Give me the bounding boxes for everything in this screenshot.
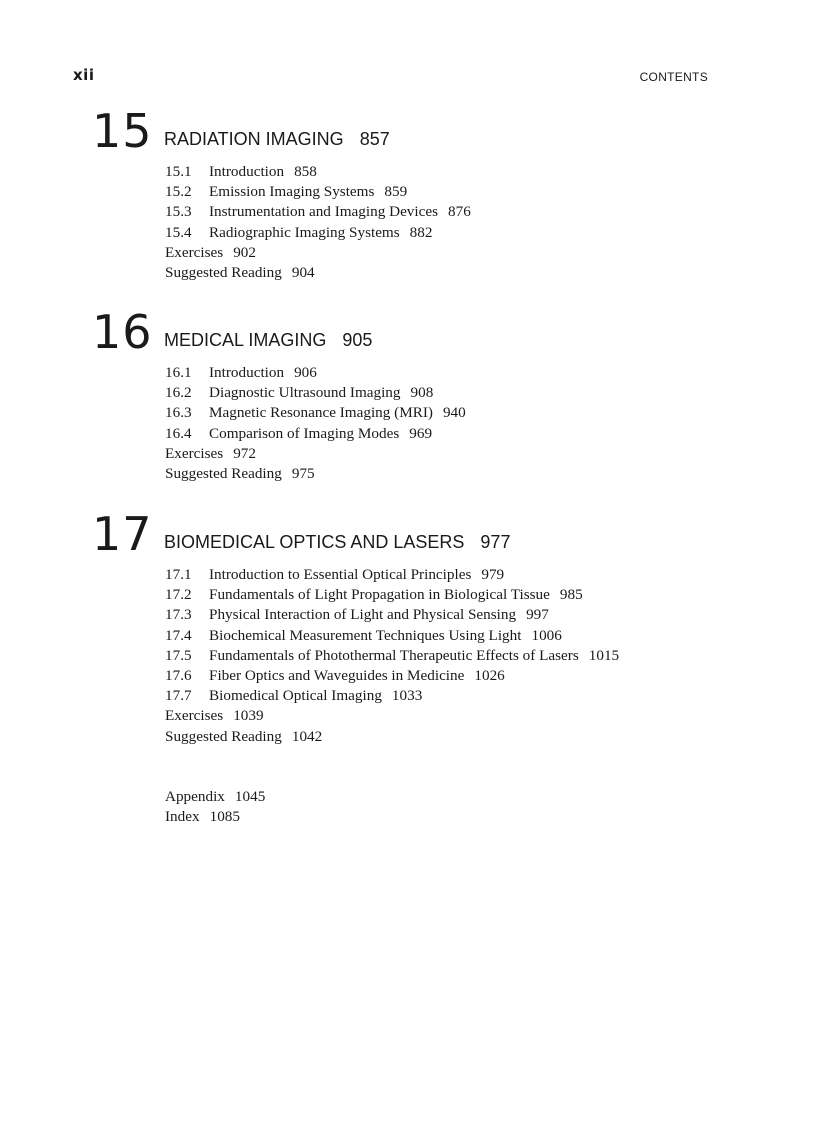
section-title: Fundamentals of Photothermal Therapeutic Effects of Lasers bbox=[209, 646, 579, 664]
reading-label: Suggested Reading bbox=[165, 727, 282, 745]
chapter-title-text: BIOMEDICAL OPTICS AND LASERS bbox=[164, 532, 465, 552]
section-title: Instrumentation and Imaging Devices bbox=[209, 203, 439, 221]
section-page: 882 bbox=[409, 223, 433, 241]
toc-entry bbox=[165, 605, 619, 625]
section-page: 1033 bbox=[391, 687, 423, 705]
section-list bbox=[165, 363, 466, 484]
toc-entry bbox=[165, 182, 471, 202]
chapter-number: 15 bbox=[92, 104, 153, 158]
toc-suggested-reading bbox=[165, 727, 619, 747]
toc-entry bbox=[165, 585, 619, 605]
toc-exercises bbox=[165, 444, 466, 464]
section-number: 17.7 bbox=[165, 687, 192, 705]
section-page: 1026 bbox=[474, 666, 505, 684]
section-number: 17.3 bbox=[165, 606, 192, 624]
chapter-number: 16 bbox=[92, 305, 153, 359]
exercises-page: 902 bbox=[233, 243, 256, 261]
section-title: Biomedical Optical Imaging bbox=[209, 687, 382, 705]
toc-entry bbox=[165, 223, 471, 243]
section-number: 17.1 bbox=[165, 566, 192, 583]
toc-entry bbox=[165, 686, 619, 706]
section-title: Fundamentals of Light Propagation in Biological Tissue bbox=[209, 586, 550, 604]
section-title: Fiber Optics and Waveguides in Medicine bbox=[209, 666, 465, 684]
toc-suggested-reading bbox=[165, 263, 471, 283]
back-matter bbox=[165, 787, 265, 827]
exercises-page: 972 bbox=[233, 444, 256, 462]
toc-entry bbox=[165, 383, 466, 403]
reading-label: Suggested Reading bbox=[165, 464, 282, 482]
section-number: 17.5 bbox=[165, 646, 192, 664]
index-page: 1085 bbox=[209, 808, 240, 826]
page-number: xii bbox=[73, 66, 95, 84]
section-title: Introduction to Essential Optical Principles bbox=[209, 566, 472, 583]
chapter-page: 905 bbox=[342, 330, 373, 350]
exercises-page: 1039 bbox=[233, 707, 264, 725]
section-number: 16.4 bbox=[165, 424, 192, 442]
chapter-number: 17 bbox=[92, 507, 153, 561]
exercises-label: Exercises bbox=[165, 444, 224, 462]
section-title: Biochemical Measurement Techniques Using Light bbox=[209, 626, 522, 644]
section-title: Comparison of Imaging Modes bbox=[209, 424, 400, 442]
section-number: 17.4 bbox=[165, 626, 192, 644]
section-title: Introduction bbox=[209, 364, 285, 381]
toc-entry bbox=[165, 666, 619, 686]
section-number: 15.4 bbox=[165, 223, 192, 241]
toc-entry bbox=[165, 565, 619, 585]
section-number: 16.1 bbox=[165, 364, 192, 381]
section-title: Magnetic Resonance Imaging (MRI) bbox=[209, 404, 433, 422]
chapter-title-text: MEDICAL IMAGING bbox=[164, 330, 327, 350]
toc-entry bbox=[165, 424, 466, 444]
chapter-page: 857 bbox=[359, 129, 390, 149]
chapter-page: 977 bbox=[480, 532, 511, 552]
reading-page: 904 bbox=[291, 263, 315, 281]
exercises-label: Exercises bbox=[165, 707, 224, 725]
section-page: 858 bbox=[294, 163, 317, 180]
section-title: Emission Imaging Systems bbox=[209, 183, 375, 201]
section-list bbox=[165, 162, 471, 283]
toc-index bbox=[165, 807, 265, 827]
section-page: 969 bbox=[409, 424, 433, 442]
toc-entry bbox=[165, 202, 471, 222]
appendix-page: 1045 bbox=[234, 788, 266, 805]
section-page: 985 bbox=[559, 586, 583, 604]
toc-appendix bbox=[165, 787, 265, 807]
section-title: Diagnostic Ultrasound Imaging bbox=[209, 384, 401, 402]
reading-page: 975 bbox=[291, 464, 315, 482]
running-head: CONTENTS bbox=[639, 70, 708, 84]
toc-entry bbox=[165, 626, 619, 646]
section-title: Radiographic Imaging Systems bbox=[209, 223, 400, 241]
toc-suggested-reading bbox=[165, 464, 466, 484]
section-number: 16.2 bbox=[165, 384, 192, 402]
section-page: 908 bbox=[410, 384, 434, 402]
toc-exercises bbox=[165, 243, 471, 263]
chapter-title bbox=[164, 531, 510, 553]
section-number: 17.6 bbox=[165, 666, 192, 684]
toc-entry bbox=[165, 646, 619, 666]
appendix-label: Appendix bbox=[165, 788, 225, 805]
section-page: 906 bbox=[294, 364, 317, 381]
toc-entry bbox=[165, 162, 471, 182]
section-page: 940 bbox=[442, 404, 466, 422]
reading-page: 1042 bbox=[291, 727, 323, 745]
reading-label: Suggested Reading bbox=[165, 263, 282, 281]
toc-exercises bbox=[165, 706, 619, 726]
section-page: 997 bbox=[526, 606, 549, 624]
chapter-title bbox=[164, 128, 390, 150]
toc-entry bbox=[165, 403, 466, 423]
section-title: Introduction bbox=[209, 163, 285, 180]
section-list bbox=[165, 565, 619, 747]
section-page: 1006 bbox=[531, 626, 562, 644]
section-page: 1015 bbox=[588, 646, 620, 664]
section-page: 876 bbox=[448, 203, 471, 221]
section-number: 15.1 bbox=[165, 163, 192, 180]
section-page: 859 bbox=[384, 183, 408, 201]
section-number: 15.2 bbox=[165, 183, 192, 201]
section-title: Physical Interaction of Light and Physical Sensing bbox=[209, 606, 517, 624]
section-number: 15.3 bbox=[165, 203, 192, 221]
index-label: Index bbox=[165, 808, 200, 826]
chapter-title-text: RADIATION IMAGING bbox=[164, 129, 344, 149]
chapter-title bbox=[164, 329, 372, 351]
section-number: 16.3 bbox=[165, 404, 192, 422]
section-number: 17.2 bbox=[165, 586, 192, 604]
toc-entry bbox=[165, 363, 466, 383]
section-page: 979 bbox=[481, 566, 505, 583]
exercises-label: Exercises bbox=[165, 243, 224, 261]
